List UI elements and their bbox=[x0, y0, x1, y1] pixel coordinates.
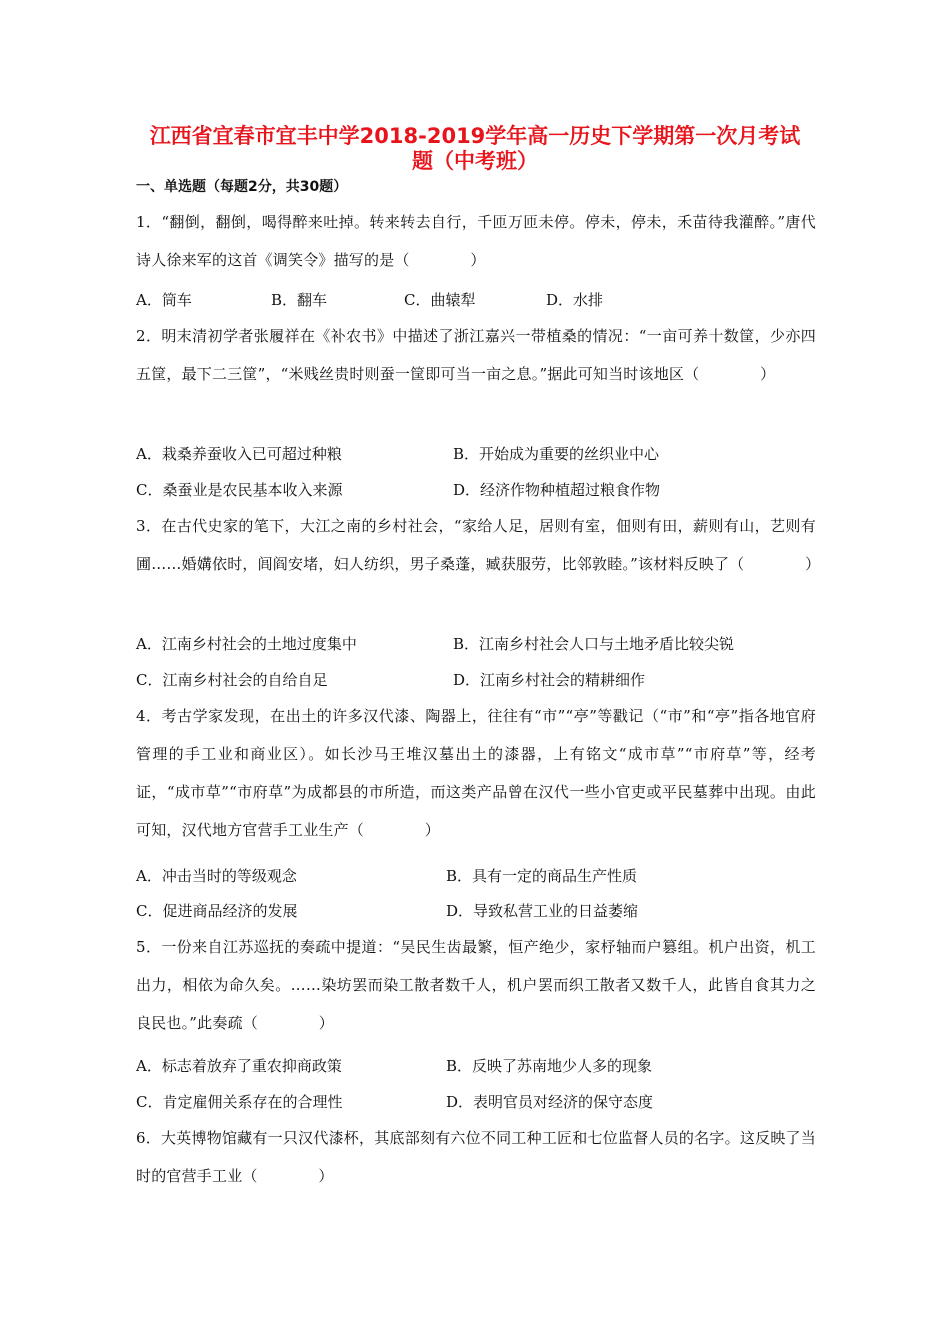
question-5-options-row-1 bbox=[136, 1054, 816, 1078]
question-3-stem: 3．在古代史家的笔下，大江之南的乡村社会，“家给人足，居则有室，佃则有田，薪则有山，艺则有圃……婚媾依时，闾阎安堵，妇人纺织，男子桑蓬，臧获服劳，比邻敦睦。”该材料反映了（ ） bbox=[136, 517, 821, 573]
document-title-line-2: 题（中考班） bbox=[412, 149, 538, 173]
document-title-line-1: 江西省宜春市宜丰中学2018-2019学年高一历史下学期第一次月考试 bbox=[149, 124, 801, 148]
question-2-options-row-1 bbox=[136, 442, 816, 466]
question-2-option-a[interactable]: A．栽桑养蚕收入已可超过种粮 bbox=[136, 445, 342, 463]
question-2-option-c[interactable]: C．桑蚕业是农民基本收入来源 bbox=[136, 481, 343, 499]
question-5-option-d[interactable]: D．表明官员对经济的保守态度 bbox=[446, 1093, 654, 1111]
question-1-option-b[interactable]: B．翻车 bbox=[271, 291, 328, 309]
question-2-options-row-2 bbox=[136, 478, 816, 502]
question-4-options-row-1 bbox=[136, 864, 816, 888]
question-4-option-a[interactable]: A．冲击当时的等级观念 bbox=[136, 867, 297, 885]
question-5-options-row-2 bbox=[136, 1090, 816, 1114]
question-2-option-d[interactable]: D．经济作物种植超过粮食作物 bbox=[453, 481, 661, 499]
question-6-stem: 6．大英博物馆藏有一只汉代漆杯，其底部刻有六位不同工种工匠和七位监督人员的名字。这反映了当时的官营手工业（ ） bbox=[136, 1129, 816, 1185]
question-1-option-c[interactable]: C．曲辕犁 bbox=[404, 291, 476, 309]
section-heading: 一、单选题（每题2分，共30题） bbox=[136, 179, 348, 195]
question-4-option-c[interactable]: C．促进商品经济的发展 bbox=[136, 902, 298, 920]
question-4-option-b[interactable]: B．具有一定的商品生产性质 bbox=[446, 867, 638, 885]
question-1-option-d[interactable]: D．水排 bbox=[546, 291, 604, 309]
question-1-stem: 1．“翻倒，翻倒，喝得醉来吐掉。转来转去自行，千匝万匝未停。停未，停未，禾苗待我灌醉。”唐代诗人徐来军的这首《调笑令》描写的是（ ） bbox=[136, 213, 816, 269]
question-1-option-a[interactable]: A．筒车 bbox=[136, 291, 192, 309]
question-5-option-b[interactable]: B．反映了苏南地少人多的现象 bbox=[446, 1057, 653, 1075]
question-2-stem: 2．明末清初学者张履祥在《补农书》中描述了浙江嘉兴一带植桑的情况：“一亩可养十数筐，少亦四五筐，最下二三筐”，“米贱丝贵时则蚕一筐即可当一亩之息。”据此可知当时该地区（ ） bbox=[136, 327, 816, 383]
question-1-options bbox=[136, 288, 816, 312]
question-5-stem: 5．一份来自江苏巡抚的奏疏中提道：“吴民生齿最繁，恒产绝少，家杼轴而户篡组。机户出资，机工出力，相依为命久矣。……染坊罢而染工散者数千人，机户罢而织工散者又数千人，此皆自食其力之良民也。”此奏疏（ ） bbox=[136, 938, 816, 1032]
question-5-option-a[interactable]: A．标志着放弃了重农抑商政策 bbox=[136, 1057, 342, 1075]
question-4-options-row-2 bbox=[136, 899, 816, 923]
question-3-option-c[interactable]: C．江南乡村社会的自给自足 bbox=[136, 671, 328, 689]
question-4-stem: 4．考古学家发现，在出土的许多汉代漆、陶器上，往往有“市”“亭”等戳记（“市”和“亭”指各地官府管理的手工业和商业区）。如长沙马王堆汉墓出土的漆器，上有铭文“成市草”“市府草”等，经考证，“成市草”“市府草”为成都县的市所造，而这类产品曾在汉代一些小官吏或平民墓葬中出现。由此可知，汉代地方官营手工业生产（ ） bbox=[136, 707, 816, 839]
question-3-option-d[interactable]: D．江南乡村社会的精耕细作 bbox=[453, 671, 646, 689]
question-3-option-b[interactable]: B．江南乡村社会人口与土地矛盾比较尖锐 bbox=[453, 635, 735, 653]
question-3-option-a[interactable]: A．江南乡村社会的土地过度集中 bbox=[136, 635, 357, 653]
question-3-options-row-1 bbox=[136, 632, 816, 656]
question-5-option-c[interactable]: C．肯定雇佣关系存在的合理性 bbox=[136, 1093, 343, 1111]
question-2-option-b[interactable]: B．开始成为重要的丝织业中心 bbox=[453, 445, 660, 463]
question-3-options-row-2 bbox=[136, 668, 816, 692]
question-4-option-d[interactable]: D．导致私营工业的日益萎缩 bbox=[446, 902, 639, 920]
